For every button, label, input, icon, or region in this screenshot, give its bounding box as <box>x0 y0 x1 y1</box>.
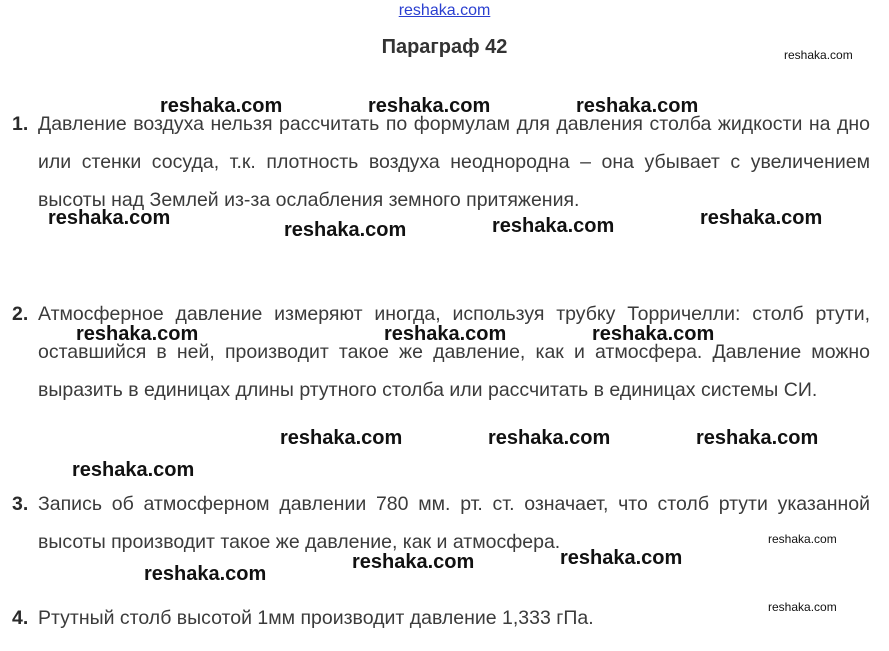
watermark: reshaka.com <box>560 547 683 569</box>
item-number: 4. <box>12 607 29 629</box>
list-item-1 <box>12 105 870 219</box>
watermark: reshaka.com <box>76 323 199 345</box>
watermark: reshaka.com <box>352 551 475 573</box>
watermark: reshaka.com <box>700 207 823 229</box>
watermark: reshaka.com <box>768 532 837 546</box>
item-text: Ртутный столб высотой 1мм производит давление 1,333 гПа. <box>38 607 594 629</box>
watermark: reshaka.com <box>72 459 195 481</box>
watermark: reshaka.com <box>284 219 407 241</box>
watermark: reshaka.com <box>768 600 837 614</box>
watermark: reshaka.com <box>488 427 611 449</box>
list-item-4 <box>12 599 870 637</box>
page-title: Параграф 42 <box>381 36 508 58</box>
watermark: reshaka.com <box>48 207 171 229</box>
top-watermark: reshaka.com <box>398 2 491 19</box>
watermark: reshaka.com <box>784 48 853 62</box>
item-text: Атмосферное давление измеряют иногда, используя трубку Торричелли: столб ртути, оставшийся в ней, производит такое же давление, как и атмосфера. Давление можно выразить в единицах длины ртутного столба или рассчитать в единицах системы СИ. <box>38 303 870 401</box>
watermark: reshaka.com <box>144 563 267 585</box>
item-number: 3. <box>12 493 29 515</box>
item-text: Давление воздуха нельзя рассчитать по формулам для давления столба жидкости на дно или стенки сосуда, т.к. плотность воздуха неоднородна – она убывает с увеличением высоты над Землей из-за ослабления земного притяжения. <box>38 113 870 211</box>
list-item-2 <box>12 295 870 409</box>
watermark: reshaka.com <box>280 427 403 449</box>
item-number: 2. <box>12 303 29 325</box>
item-text: Запись об атмосферном давлении 780 мм. рт. ст. означает, что столб ртути указанной высоты производит такое же давление, как и атмосфера. <box>38 493 870 553</box>
watermark: reshaka.com <box>696 427 819 449</box>
watermark: reshaka.com <box>592 323 715 345</box>
watermark: reshaka.com <box>492 215 615 237</box>
watermark: reshaka.com <box>368 95 491 117</box>
watermark: reshaka.com <box>384 323 507 345</box>
item-number: 1. <box>12 113 29 135</box>
watermark: reshaka.com <box>160 95 283 117</box>
list-item-3 <box>12 485 870 561</box>
watermark: reshaka.com <box>576 95 699 117</box>
